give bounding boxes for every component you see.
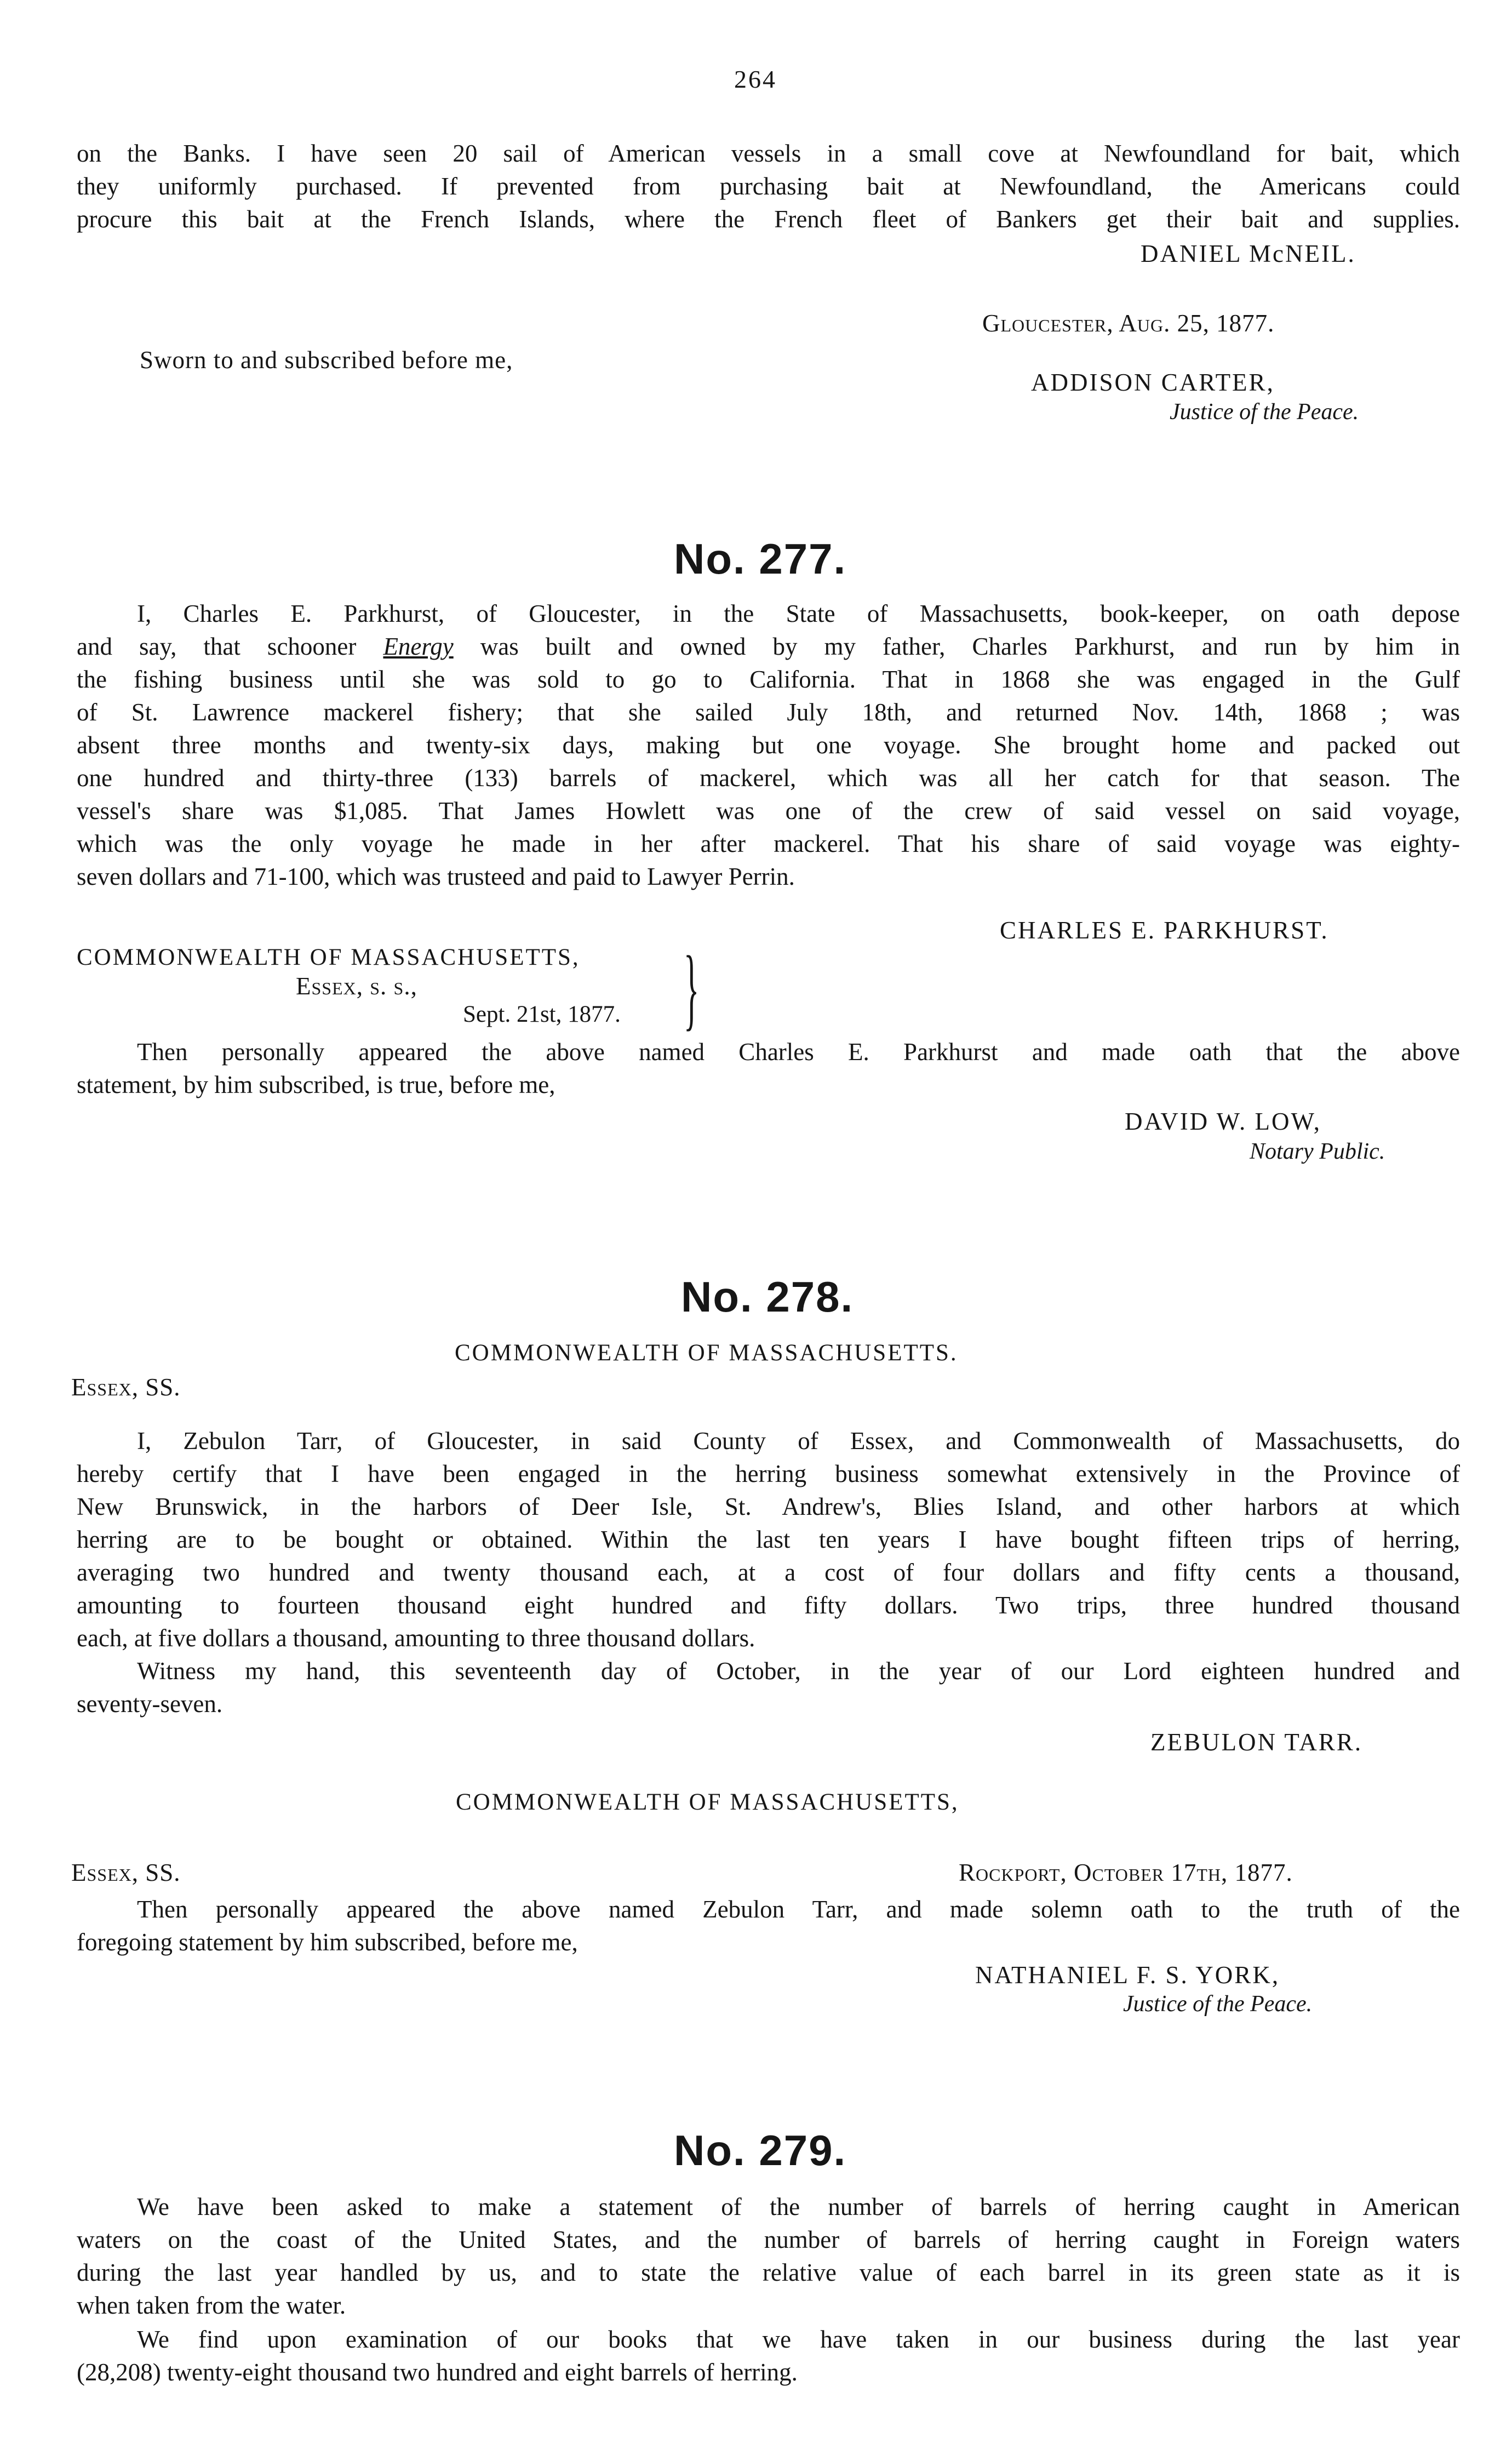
no279-line: when taken from the water. [77,2292,346,2319]
no277-then-line: statement, by him subscribed, is true, before me, [77,1071,555,1098]
no279-line2: We find upon examination of our books that we have taken in our business during the last year [137,2326,1460,2353]
no277-line: seven dollars and 71-100, which was trusteed and paid to Lawyer Perrin. [77,863,795,890]
sworn-statement: Sworn to and subscribed before me, [140,346,513,374]
no278-line: hereby certify that I have been engaged in the herring business somewhat extensively in the Province of [77,1460,1460,1487]
no277-line: I, Charles E. Parkhurst, of Gloucester, in the State of Massachusetts, book-keeper, on oath depose [137,600,1460,627]
no277-line: vessel's share was $1,085. That James Howlett was one of the crew of said vessel on said voyage, [77,797,1460,825]
no278-line: each, at five dollars a thousand, amounting to three thousand dollars. [77,1624,755,1652]
heading-no-278: No. 278. [681,1273,854,1321]
no279-line2: (28,208) twenty-eight thousand two hundred and eight barrels of herring. [77,2359,798,2386]
justice-title: Justice of the Peace. [1170,399,1359,425]
intro-line: procure this bait at the French Islands, where the French fleet of Bankers get their bait and supplies. [77,205,1460,233]
no278-witness-line: seventy-seven. [77,1690,223,1718]
commonwealth-heading-277: COMMONWEALTH OF MASSACHUSETTS, [77,944,580,970]
no277-line: which was the only voyage he made in her after mackerel. That his share of said voyage was eighty- [77,830,1460,857]
signature-charles-parkhurst: CHARLES E. PARKHURST. [1000,917,1329,944]
intro-line: they uniformly purchased. If prevented from purchasing bait at Newfoundland, the Americans could [77,173,1460,200]
vessel-name-energy: Energy [383,633,454,660]
justice-title-278: Justice of the Peace. [1123,1991,1313,2017]
county-essex-278b: Essex, SS. [71,1859,181,1886]
no278-line: amounting to fourteen thousand eight hundred and fifty dollars. Two trips, three hundred thousand [77,1592,1460,1619]
no278-line: averaging two hundred and twenty thousand each, at a cost of four dollars and fifty cents a thousand, [77,1559,1460,1586]
county-essex-278: Essex, SS. [71,1373,181,1401]
no277-line: of St. Lawrence mackerel fishery; that she sailed July 18th, and returned Nov. 14th, 1868 ; was [77,699,1460,726]
county-essex-277: Essex, s. s., [296,972,417,1000]
heading-no-279: No. 279. [674,2126,847,2174]
no278-line: herring are to be bought or obtained. Within the last ten years I have bought fifteen trips of herring, [77,1526,1460,1553]
no278-then-line: foregoing statement by him subscribed, before me, [77,1928,578,1956]
no277-line: one hundred and thirty-three (133) barrels of mackerel, which was all her catch for that season. The [77,764,1460,792]
notary-title: Notary Public. [1250,1139,1385,1164]
notary-name-david-low: DAVID W. LOW, [1125,1108,1322,1135]
no277-then-line: Then personally appeared the above named Charles E. Parkhurst and made oath that the above [137,1038,1460,1066]
no278-line: I, Zebulon Tarr, of Gloucester, in said County of Essex, and Commonwealth of Massachusetts, do [137,1427,1460,1455]
no279-line: during the last year handled by us, and to state the relative value of each barrel in its green state as it is [77,2259,1460,2286]
place-date-gloucester: Gloucester, Aug. 25, 1877. [982,310,1275,337]
heading-no-277: No. 277. [674,535,847,583]
no279-line: We have been asked to make a statement of the number of barrels of herring caught in American [137,2193,1460,2220]
place-date-rockport: Rockport, October 17th, 1877. [959,1859,1293,1886]
brace-277: } [684,937,700,1039]
commonwealth-heading-278b: COMMONWEALTH OF MASSACHUSETTS, [456,1789,959,1815]
no278-witness-line: Witness my hand, this seventeenth day of October, in the year of our Lord eighteen hundred and [137,1657,1460,1685]
no277-line: the fishing business until she was sold to go to California. That in 1868 she was engaged in the Gulf [77,666,1460,693]
date-sept-21: Sept. 21st, 1877. [463,1001,621,1027]
justice-name-nathaniel-york: NATHANIEL F. S. YORK, [975,1961,1280,1989]
no278-line: New Brunswick, in the harbors of Deer Isle, St. Andrew's, Blies Island, and other harbors at which [77,1493,1460,1520]
no277-line: and say, that schooner Energy was built and owned by my father, Charles Parkhurst, and run by him in [77,633,1460,660]
no278-then-line: Then personally appeared the above named Zebulon Tarr, and made solemn oath to the truth of the [137,1896,1460,1923]
no279-line: waters on the coast of the United States, and the number of barrels of herring caught in Foreign waters [77,2226,1460,2253]
signature-zebulon-tarr: ZEBULON TARR. [1150,1728,1363,1756]
intro-line: on the Banks. I have seen 20 sail of American vessels in a small cove at Newfoundland for bait, which [77,140,1460,167]
page-number: 264 [734,65,777,93]
commonwealth-heading-278: COMMONWEALTH OF MASSACHUSETTS. [455,1340,958,1366]
signature-daniel-mcneil: DANIEL McNEIL. [1141,240,1356,267]
justice-name-addison-carter: ADDISON CARTER, [1031,369,1275,396]
no277-line: absent three months and twenty-six days, making but one voyage. She brought home and packed out [77,731,1460,759]
